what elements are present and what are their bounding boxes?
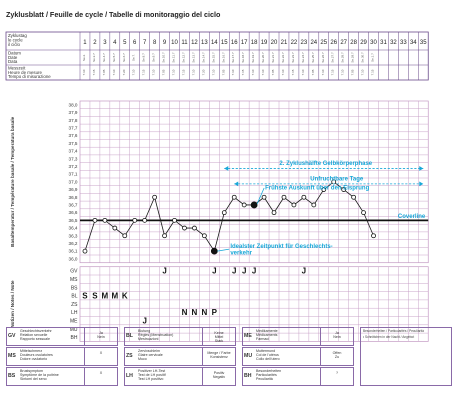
date-cell: Se.21.7: [271, 52, 276, 63]
date-cell: Se.24.7: [300, 52, 305, 63]
legend-item-text: Positiver LH-Test Test de LH positif Test LH positivo: [138, 369, 166, 381]
legend-item-code: BL: [126, 333, 133, 339]
time-cell: 7.20: [201, 69, 206, 76]
day-number: 5: [123, 40, 127, 46]
date-cell: Se.29.7: [350, 52, 355, 63]
legend-item-value: Menge / Farbe Konsistenz: [207, 351, 231, 359]
day-number: 32: [390, 40, 397, 46]
temperature-point: [182, 226, 186, 230]
day-number: 25: [320, 40, 328, 46]
time-cell: 7.15: [241, 69, 246, 76]
day-number: 21: [280, 40, 288, 46]
y-tick-label: 36,4: [68, 225, 78, 231]
day-number: 14: [210, 40, 218, 46]
day-number: 34: [409, 40, 417, 46]
date-cell: Se.11.7: [171, 52, 176, 63]
luteal-phase-label: 2. Zyklushälfte Gelbkörperphase: [279, 160, 373, 167]
y-tick-label: 36,0: [68, 256, 78, 262]
legend-item-code: BS: [8, 373, 16, 379]
temperature-point: [362, 211, 366, 215]
legend-item-text: Geschlechtsverkehr Relation sexuelle Rapporto sessuale: [20, 329, 52, 341]
y-tick-label: 36,9: [68, 187, 78, 193]
legend-item-value: Positiv Negativ: [212, 371, 226, 379]
y-tick-label: 37,2: [68, 163, 78, 169]
temperature-point: [103, 218, 107, 222]
date-cell: Se.9.7: [151, 53, 156, 62]
legend-item-code: MS: [8, 353, 16, 359]
day-number: 3: [103, 40, 107, 46]
day-number: 8: [152, 40, 157, 46]
temperature-point: [272, 211, 276, 215]
infertile-days-label: Unfruchtbare Tage: [310, 176, 364, 183]
notes-row-code: MU: [69, 326, 78, 333]
legend-item-code: ME: [244, 333, 252, 339]
date-cell: Se.28.7: [340, 52, 345, 63]
legend-item-text: Muttermund Col de l'utérus Collo dell'utero: [256, 349, 280, 361]
time-cell: 7.05: [310, 69, 315, 76]
temperature-point: [83, 249, 87, 253]
notes-mark: J: [231, 266, 237, 276]
legend-value-box: [320, 367, 354, 386]
notes-mark: J: [212, 266, 217, 276]
page-title: Zyklusblatt / Feuille de cycle / Tabelle di monitoraggio del ciclo: [6, 10, 221, 19]
temperature-point: [113, 226, 117, 230]
notes-row-code: LH: [71, 310, 78, 317]
time-cell: 7.10: [251, 69, 256, 76]
day-number: 15: [220, 40, 228, 46]
notes-mark: N: [201, 308, 208, 318]
y-tick-label: 37,9: [68, 110, 78, 116]
y-tick-label: 36,8: [68, 194, 78, 200]
legend-value-box: [84, 347, 118, 366]
y-tick-label: 36,5: [68, 217, 78, 223]
time-cell: 7.05: [350, 69, 355, 76]
day-number: 6: [133, 40, 137, 46]
legend-item-value: Ja Nein: [97, 331, 105, 339]
temp-grid-frame: [80, 101, 428, 263]
y-tick-label: 37,8: [68, 117, 78, 123]
time-cell: 7.10: [231, 69, 236, 76]
legend-item-code: MU: [244, 353, 253, 359]
time-cell: 7.10: [280, 69, 285, 76]
highlight-point: [211, 248, 217, 254]
notes-mark: J: [142, 316, 147, 326]
date-cell: Se.25.7: [310, 52, 315, 63]
temperature-point: [163, 234, 167, 238]
time-cell: 7.05: [101, 69, 106, 76]
day-number: 24: [310, 40, 318, 46]
legend-notes-title: Besonderheiten / Particularités / Peculiarità: [363, 329, 424, 333]
time-cell: 7.15: [370, 69, 375, 76]
y-tick-label: 36,3: [68, 233, 78, 239]
date-cell: Se.2.: [81, 53, 86, 62]
temperature-point: [173, 218, 177, 222]
date-cell: Se.13.7: [191, 52, 196, 63]
date-cell: Se.8.7: [141, 53, 146, 62]
date-cell: Se.20.7: [261, 52, 266, 63]
date-cell: Se.17.7: [231, 52, 236, 63]
notes-row-code: BS: [70, 285, 78, 292]
notes-row-code: BL: [71, 293, 78, 300]
notes-row-code: GV: [70, 268, 78, 275]
temperature-point: [232, 195, 236, 199]
y-tick-label: 37,3: [68, 156, 78, 162]
temperature-point: [312, 203, 316, 207]
temperature-point: [352, 195, 356, 199]
date-cell: Se.12.7: [181, 52, 186, 63]
day-number: 22: [290, 40, 298, 46]
time-cell: 7.05: [161, 69, 166, 76]
legend-notes-body: • Schnittchen in der Nacht / Angebot: [363, 335, 415, 339]
date-cell: Se.3.7: [91, 53, 96, 62]
notes-mark: S: [92, 291, 98, 301]
cycle-day-label: Zyklustag le cycle il ciclo: [8, 33, 27, 48]
notes-mark: J: [301, 266, 307, 276]
date-cell: Se.23.7: [290, 52, 295, 63]
day-number: 29: [360, 40, 367, 46]
time-cell: 7.10: [300, 69, 305, 76]
notes-mark: P: [211, 308, 217, 318]
day-number: 1: [83, 40, 87, 46]
time-cell: 7.10: [191, 69, 196, 76]
date-cell: Se.26.7: [320, 52, 325, 63]
temperature-point: [123, 234, 127, 238]
coverline-label: Coverline: [397, 214, 426, 221]
notes-mark: N: [181, 308, 188, 318]
day-number: 35: [419, 40, 427, 46]
time-cell: 7.15: [141, 69, 146, 76]
legend-value-box: [84, 367, 118, 386]
time-cell: 7.15: [91, 69, 96, 76]
notes-mark: S: [82, 291, 88, 301]
legend-item-text: Besonderheiten Particularités Peculiarità: [256, 369, 282, 381]
date-cell: Se.27.7: [330, 52, 335, 63]
date-cell: Se.4.7: [101, 53, 106, 62]
temperature-point: [192, 226, 196, 230]
ideal-time-label: Idealster Zeitpunkt für Geschlechts-verkehr: [230, 244, 333, 257]
day-number: 30: [370, 40, 377, 46]
date-cell: Se.16.7: [221, 52, 226, 63]
day-number: 10: [171, 40, 178, 46]
date-cell: Se.1.7: [370, 53, 375, 62]
time-cell: 7.15: [290, 69, 295, 76]
legend-item-code: LH: [126, 373, 133, 379]
temperature-point: [372, 234, 376, 238]
notes-mark: J: [241, 266, 247, 276]
temperature-point: [143, 218, 147, 222]
notes-row-code: ME: [70, 318, 78, 325]
temperature-point: [202, 234, 206, 238]
temperature-point: [222, 211, 226, 215]
notes-row-code: BH: [70, 335, 78, 342]
date-cell: Se.15.7: [211, 52, 216, 63]
temperature-point: [302, 195, 306, 199]
legend-item-text: Medikamente Médicaments Farmaci: [256, 329, 278, 341]
day-number: 33: [400, 40, 407, 46]
notes-mark: J: [162, 266, 167, 276]
notes-mark: N: [191, 308, 198, 318]
date-cell: Se.10.7: [161, 52, 166, 63]
temperature-point: [133, 218, 137, 222]
date-label: Datum Date Data: [8, 50, 21, 65]
date-cell: Se.14.7: [201, 52, 206, 63]
day-number: 4: [113, 40, 117, 46]
y-tick-label: 37,0: [68, 179, 78, 185]
day-number: 7: [143, 40, 147, 46]
date-cell: Se.6.7: [121, 53, 126, 62]
day-number: 16: [230, 40, 238, 46]
day-number: 12: [191, 40, 198, 46]
date-cell: Se.30.7: [360, 52, 365, 63]
time-cell: 7.10: [340, 69, 345, 76]
temperature-point: [242, 203, 246, 207]
date-cell: Se.22.7: [280, 52, 285, 63]
time-cell: 7.20: [121, 69, 126, 76]
y-tick-label: 37,1: [68, 171, 78, 177]
legend-item-value: Ja Nein: [333, 331, 341, 339]
temperature-point: [282, 195, 286, 199]
time-cell: 7.10: [261, 69, 266, 76]
day-number: 11: [181, 40, 188, 46]
day-number: 18: [250, 40, 258, 46]
legend-item-value: X: [99, 371, 103, 375]
time-cell: 7.05: [221, 69, 226, 76]
day-number: 23: [300, 40, 308, 46]
time-cell: 7.10: [151, 69, 156, 76]
legend-item-value: ?: [336, 371, 338, 375]
legend-item-code: BH: [244, 373, 252, 379]
temperature-point: [292, 203, 296, 207]
legend-item-text: Zervixschleim Glaire cervicale Muco: [138, 349, 163, 361]
legend-item-text: Brustsymptom Symptôme de la poitrine Sintomi del seno: [20, 369, 59, 381]
y-tick-label: 36,1: [68, 248, 78, 254]
notes-mark: K: [121, 291, 128, 301]
date-cell: Se.19.7: [251, 52, 256, 63]
day-number: 27: [340, 40, 348, 46]
y-tick-label: 38,0: [68, 102, 78, 108]
date-cell: Se.7.: [131, 53, 136, 62]
day-number: 9: [162, 40, 167, 46]
time-cell: 7.10: [81, 69, 86, 76]
legend-section: [6, 327, 452, 387]
y-axis-label: Basaltemperatur / Température basale / Temperatura basale: [10, 116, 15, 247]
y-tick-label: 37,7: [68, 125, 78, 131]
day-number: 2: [93, 40, 97, 46]
temperature-point: [153, 195, 157, 199]
day-number: 26: [330, 40, 338, 46]
legend-item-text: Mittelschmerz Douleurs ovulatoires Dolore ovulatorio: [20, 349, 53, 361]
day-number: 13: [201, 40, 208, 46]
y-tick-label: 37,4: [68, 148, 78, 154]
notes-axis-label: Notizen / Notes / Note: [10, 280, 15, 328]
notes-row-code: ZS: [71, 301, 78, 308]
legend-item-code: ZS: [126, 353, 133, 359]
day-number: 20: [270, 40, 278, 46]
time-cell: 7.10: [111, 69, 116, 76]
date-cell: Se.18.7: [241, 52, 246, 63]
y-tick-label: 36,7: [68, 202, 78, 208]
notes-mark: M: [111, 291, 119, 301]
time-cell: 7.15: [330, 69, 335, 76]
y-tick-label: 36,6: [68, 210, 78, 216]
legend-item-value: X: [99, 351, 103, 355]
day-number: 19: [260, 40, 268, 46]
time-cell: 7.15: [181, 69, 186, 76]
time-cell: 7.10: [360, 69, 365, 76]
legend-item-code: GV: [8, 333, 16, 339]
y-tick-label: 36,2: [68, 240, 78, 246]
time-cell: 7.05: [271, 69, 276, 76]
legend-item-value: Keine Mittel Stark: [214, 331, 224, 343]
notes-row-code: MS: [70, 276, 78, 283]
legend-item-value: Offen Zu: [332, 351, 342, 359]
time-cell: 7.10: [171, 69, 176, 76]
notes-mark: J: [251, 266, 257, 276]
legend-item-text: Blutung Règles (Menstruation) Mestruazioni: [138, 329, 174, 341]
ovulation-label: Frühste Auskunft über den Eisprung: [265, 185, 370, 192]
y-tick-label: 37,6: [68, 133, 78, 139]
notes-mark: M: [101, 291, 109, 301]
measure-time-label: Messzeit Heure de mesure Tempo di misurazione: [8, 65, 51, 80]
day-number: 31: [380, 40, 387, 46]
temperature-point: [93, 218, 97, 222]
y-tick-label: 37,5: [68, 140, 78, 146]
time-cell: 7.10: [320, 69, 325, 76]
highlight-point: [251, 202, 257, 208]
time-cell: 7.10: [131, 69, 136, 76]
time-cell: 7.10: [211, 69, 216, 76]
day-number: 28: [350, 40, 357, 46]
temperature-point: [262, 195, 266, 199]
date-cell: Se.5.7: [111, 53, 116, 62]
day-number: 17: [240, 40, 248, 46]
